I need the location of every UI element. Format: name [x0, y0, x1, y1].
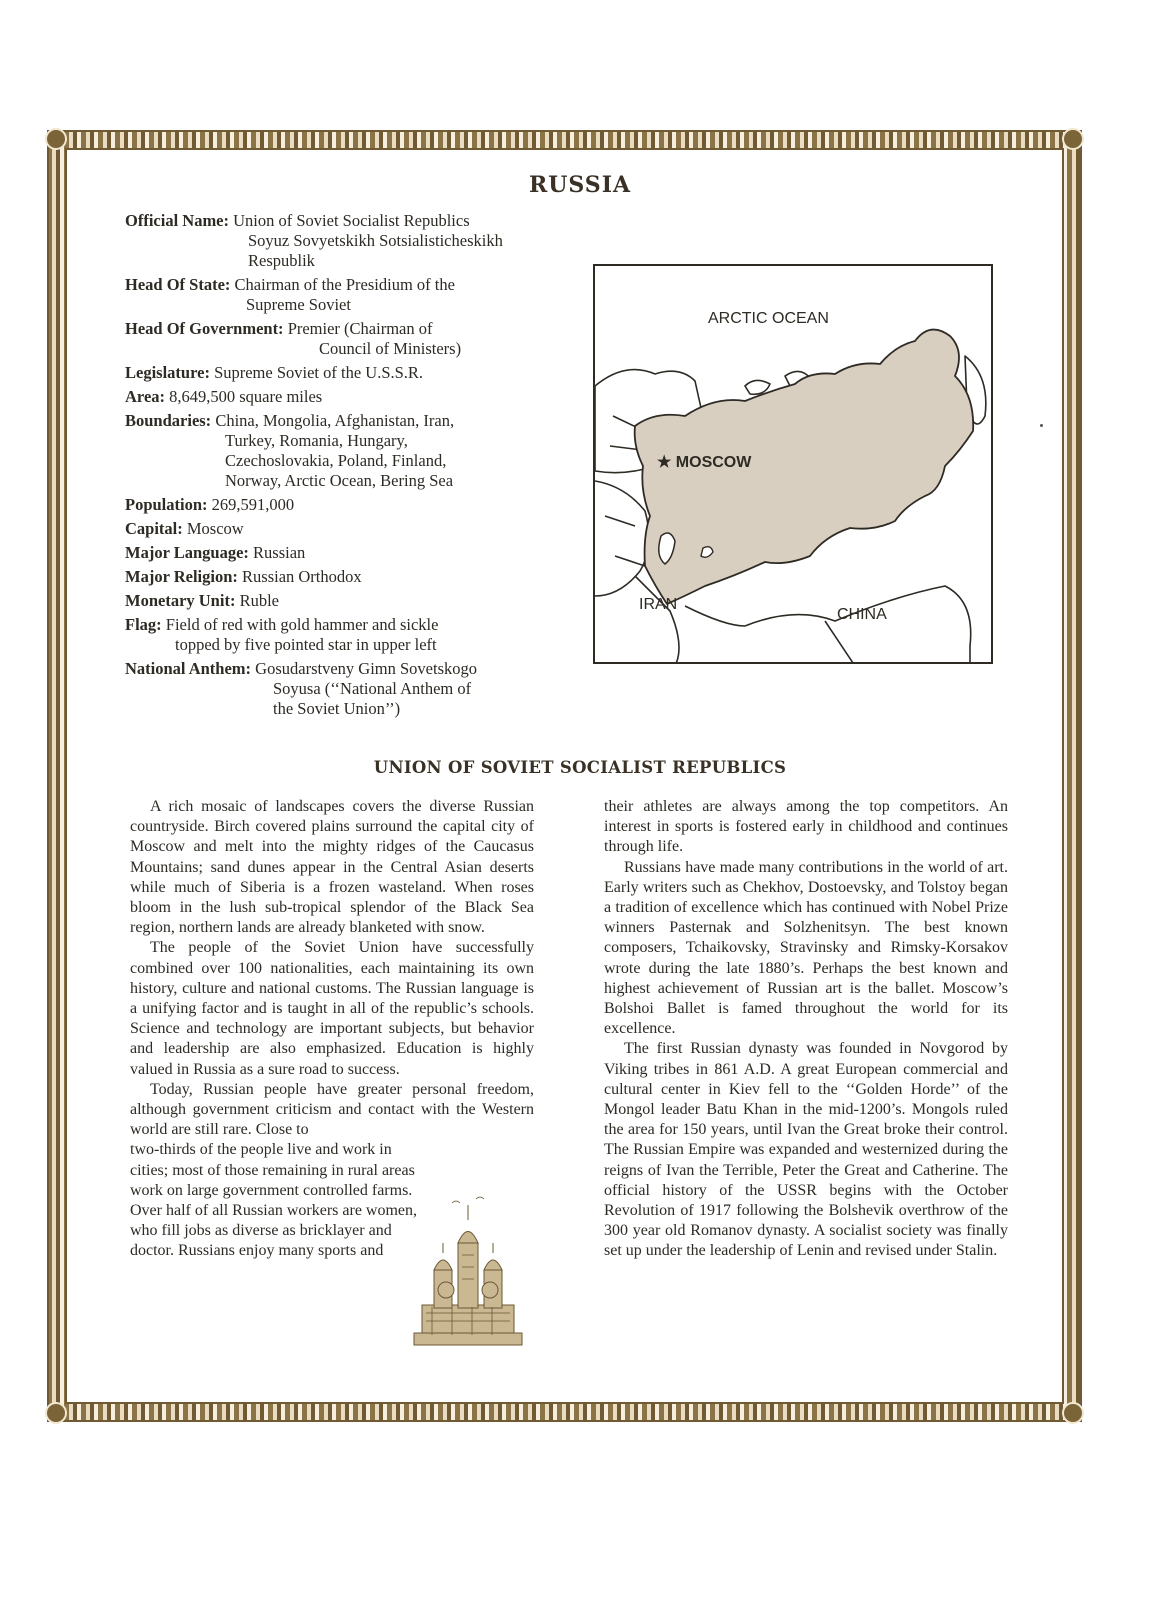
paragraph-history: The first Russian dynasty was founded in Novgorod by Viking tribes in 861 A.D. A great European commercial and cultural center in Kiev fell to the ‘‘Golden Horde’’ of the Mongol leader Batu Khan in the mid-1200’s. Mongols ruled the area for 150 years, until Ivan the Great broke their control. The Russian Empire was expanded and westernized during the reigns of Ivan the Terrible, Peter the Great and Catherine. The official history of the USSR begins with the October Revolution of 1917 following the Bolshevik overthrow of the 300 year old Romanov dynasty. A socialist society was finally set up under the leadership of Lenin and revised under Stalin. — [604, 1040, 1008, 1260]
fact-list — [125, 211, 595, 723]
fact-flag — [125, 615, 595, 655]
fact-value: Russian Orthodox — [242, 567, 362, 586]
fact-legislature — [125, 363, 595, 383]
fact-monetary-unit — [125, 591, 595, 611]
section-heading: UNION OF SOVIET SOCIALIST REPUBLICS — [373, 758, 787, 777]
fact-value: Union of Soviet Socialist Republics — [233, 211, 470, 230]
fact-value: 8,649,500 square miles — [169, 387, 323, 406]
fact-label: Area: — [125, 387, 166, 406]
fact-label: Flag: — [125, 615, 162, 634]
fact-value: China, Mongolia, Afghanistan, Iran, — [215, 411, 455, 430]
fact-value: Chairman of the Presidium of the — [234, 275, 455, 294]
fact-population — [125, 495, 595, 515]
fact-value: Moscow — [186, 519, 244, 538]
map-label-arctic-ocean: ARCTIC OCEAN — [708, 310, 829, 327]
map-land-china — [745, 586, 971, 664]
fact-label: Boundaries: — [125, 411, 212, 430]
fact-value: Soyusa (‘‘National Anthem of — [273, 679, 472, 698]
fact-value: Gosudarstveny Gimn Sovetskogo — [255, 659, 477, 678]
fact-label: Capital: — [125, 519, 183, 538]
fact-label: Head Of State: — [125, 275, 231, 294]
fact-value: Supreme Soviet — [246, 295, 351, 314]
page-title: RUSSIA — [528, 172, 632, 198]
paragraph-landscapes: A rich mosaic of landscapes covers the diverse Russian countryside. Birch covered plains surround the capital city of Moscow and melt into the mighty ridges of the Caucasus Mountains; sand dunes appear in the Central Asian deserts while much of Siberia is a frozen wasteland. When roses bloom in the lush sub-tropical splendor of the Black Sea region, northern lands are already blanketed with snow. — [130, 798, 534, 937]
fact-value: 269,591,000 — [211, 495, 295, 514]
article-column-left — [130, 797, 534, 1262]
fact-head-of-government — [125, 319, 595, 359]
fact-value: Field of red with gold hammer and sickle — [165, 615, 439, 634]
fact-label: Head Of Government: — [125, 319, 284, 338]
fact-value: Norway, Arctic Ocean, Bering Sea — [225, 471, 454, 490]
paragraph-art: Russians have made many contributions in the world of art. Early writers such as Chekhov, Dostoevsky, and Tolstoy began a tradition of excellence which has continued with Nobel Prize winners Pasternak and Solzhenitsyn. The best known composers, Tchaikovsky, Stravinsky and Rimsky-Korsakov wrote during the late 1880’s. Perhaps the best known and highest achievement of Russian art is the ballet. Moscow’s Bolshoi Ballet is famed throughout the world for its excellence. — [604, 858, 1008, 1038]
fact-value: topped by five pointed star in upper left — [175, 635, 437, 654]
fact-value: Turkey, Romania, Hungary, — [225, 431, 408, 450]
fact-label: Major Religion: — [125, 567, 238, 586]
fact-major-language — [125, 543, 595, 563]
fact-label: Major Language: — [125, 543, 249, 562]
border-corner-top-right — [1062, 128, 1084, 150]
paragraph-sports: their athletes are always among the top competitors. An interest in sports is fostered early in childhood and continues through life. — [604, 798, 1008, 856]
border-corner-top-left — [45, 128, 67, 150]
map-label-china: CHINA — [837, 606, 887, 623]
fact-label: Legislature: — [125, 363, 210, 382]
fact-label: Population: — [125, 495, 208, 514]
fact-area — [125, 387, 595, 407]
fact-value: Premier (Chairman of — [287, 319, 433, 338]
fact-national-anthem — [125, 659, 595, 719]
map-label-capital: ★ MOSCOW — [657, 454, 752, 471]
fact-value: Council of Ministers) — [319, 339, 462, 358]
fact-label: Official Name: — [125, 211, 230, 230]
fact-official-name — [125, 211, 595, 271]
map-land-europe — [595, 481, 649, 596]
fact-value: the Soviet Union’’) — [273, 699, 401, 718]
fact-label: National Anthem: — [125, 659, 252, 678]
fact-value: Ruble — [239, 591, 279, 610]
paragraph-freedom: Today, Russian people have greater personal freedom, although government criticism and contact with the Western world are still rare. Close to — [130, 1080, 534, 1139]
map-land-asia — [685, 606, 855, 664]
map-label-iran: IRAN — [639, 596, 678, 613]
st-basils-cathedral-illustration — [412, 1195, 524, 1350]
border-corner-bottom-right — [1062, 1402, 1084, 1424]
fact-value: Czechoslovakia, Poland, Finland, — [225, 451, 447, 470]
fact-head-of-state — [125, 275, 595, 315]
fact-label: Monetary Unit: — [125, 591, 236, 610]
ussr-map — [593, 264, 993, 664]
print-speck — [1040, 424, 1043, 427]
fact-boundaries — [125, 411, 595, 491]
article-column-right — [604, 797, 1008, 1262]
fact-capital — [125, 519, 595, 539]
paragraph-people: The people of the Soviet Union have successfully combined over 100 nationalities, each maintaining its own history, culture and national customs. The Russian language is a unifying factor and is taught in all of the republic’s schools. Science and technology are important subjects, but behavior and leadership are also emphasized. Education is highly valued in Russia as a sure road to success. — [130, 939, 534, 1078]
border-corner-bottom-left — [45, 1402, 67, 1424]
fact-value: Supreme Soviet of the U.S.S.R. — [214, 363, 424, 382]
fact-major-religion — [125, 567, 595, 587]
fact-value: Russian — [253, 543, 306, 562]
fact-value: Respublik — [248, 251, 315, 270]
paragraph-freedom-continued: two-thirds of the people live and work in cities; most of those remaining in rural areas work on large government controlled farms. Over half of all Russian workers are women, who fill jobs as diverse as bricklayer and doctor. Russians enjoy many sports and — [130, 1141, 418, 1260]
fact-value: Soyuz Sovyetskikh Sotsialisticheskikh — [248, 231, 503, 250]
